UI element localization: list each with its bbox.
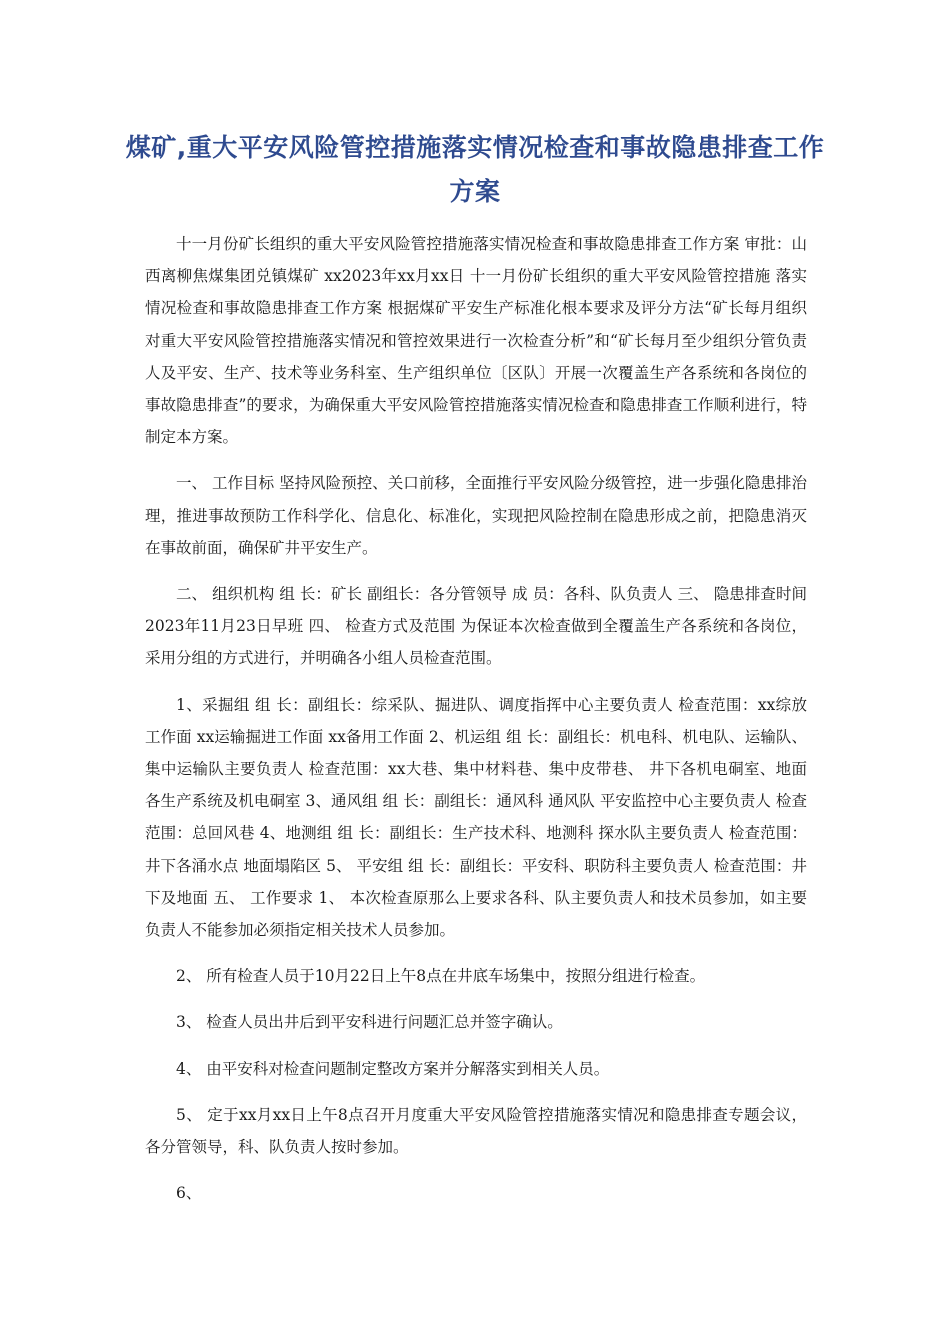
- paragraph-requirement-2: 2、 所有检查人员于10月22日上午8点在井底车场集中，按照分组进行检查。: [176, 967, 706, 986]
- document-body: [145, 228, 807, 1223]
- paragraph-requirement-5: 5、 定于xx月xx日上午8点召开月度重大平安风险管控措施落实情况和隐患排查专题会议，各分管领导，科、队负责人按时参加。: [145, 1105, 807, 1157]
- paragraph-requirement-6: 6、: [176, 1184, 202, 1203]
- paragraph-inspection-groups: 1、采掘组 组 长：副组长：综采队、掘进队、调度指挥中心主要负责人 检查范围：xx综放工作面 xx运输掘进工作面 xx备用工作面 2、机运组 组 长：副组长：机电科、机电队、运输队、集中运输队主要负责人 检查范围：xx大巷、集中材料巷、集中皮带巷、 井下各机电硐室、地面各生产系统及机电硐室 3、通风组 组 长：副组长：通风科 通风队 平安监控中心主要负责人 检查范围：总回风巷 4、地测组 组 长：副组长：生产技术科、地测科 探水队主要负责人 检查范围：井下各涌水点 地面塌陷区 5、 平安组 组 长：副组长：平安科、职防科主要负责人 检查范围：井下及地面 五、 工作要求 1、 本次检查原那么上要求各科、队主要负责人和技术员参加，如主要负责人不能参加必须指定相关技术人员参加。: [145, 695, 807, 940]
- paragraph-work-goal: 一、 工作目标 坚持风险预控、关口前移，全面推行平安风险分级管控，进一步强化隐患排治理，推进事故预防工作科学化、信息化、标准化，实现把风险控制在隐患形成之前，把隐患消灭在事故前面，确保矿井平安生产。: [145, 474, 807, 557]
- paragraph-intro: 十一月份矿长组织的重大平安风险管控措施落实情况检查和事故隐患排查工作方案 审批：山西离柳焦煤集团兑镇煤矿 xx2023年xx月xx日 十一月份矿长组织的重大平安风险管控措施 落实情况检查和事故隐患排查工作方案 根据煤矿平安生产标准化根本要求及评分方法“矿长每月组织对重大平安风险管控措施落实情况和管控效果进行一次检查分析”和“矿长每月至少组织分管负责人及平安、生产、技术等业务科室、生产组织单位〔区队〕开展一次覆盖生产各系统和各岗位的事故隐患排查”的要求，为确保重大平安风险管控措施落实情况检查和隐患排查工作顺利进行，特制定本方案。: [145, 235, 807, 447]
- paragraph-requirement-4: 4、 由平安科对检查问题制定整改方案并分解落实到相关人员。: [176, 1059, 610, 1078]
- document-title: 煤矿,重大平安风险管控措施落实情况检查和事故隐患排查工作方案: [125, 133, 825, 206]
- paragraph-organization: 二、 组织机构 组 长：矿长 副组长：各分管领导 成 员：各科、队负责人 三、 隐患排查时间 2023年11月23日早班 四、 检查方式及范围 为保证本次检查做到全覆盖生产各系统和各岗位，采用分组的方式进行，并明确各小组人员检查范围。: [145, 585, 807, 668]
- paragraph-requirement-3: 3、 检查人员出井后到平安科进行问题汇总并签字确认。: [176, 1013, 563, 1032]
